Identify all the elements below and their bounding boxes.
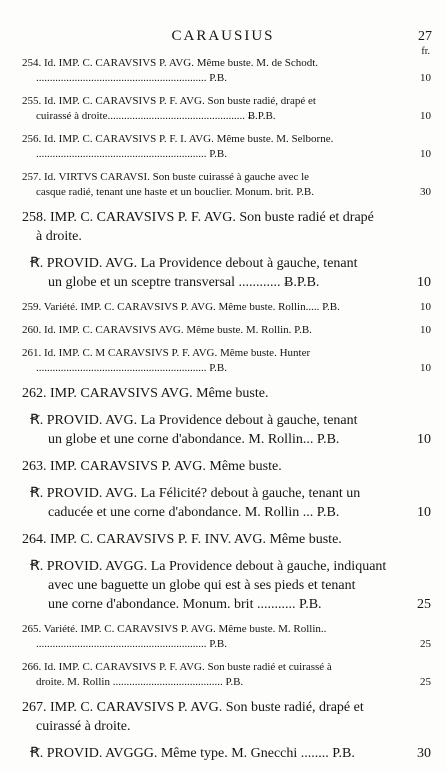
entry-text: Ꞧ. PROVID. AVGG. La Providence debout à gauche, indiquant	[30, 559, 387, 574]
entry-price: 25	[420, 638, 431, 650]
entry-line	[0, 411, 446, 430]
entry-line	[0, 56, 446, 71]
entry-price: 10	[420, 362, 431, 374]
entry-line	[0, 254, 446, 273]
entry-price: 10	[420, 148, 431, 160]
entry-price: 10	[420, 301, 431, 313]
entry-line	[0, 484, 446, 503]
catalogue-entry-259	[0, 300, 446, 315]
entry-text: 263. IMP. CARAVSIVS P. AVG. Même buste.	[22, 459, 282, 474]
catalogue-entry-260	[0, 323, 446, 338]
entry-text: à droite.	[36, 229, 82, 244]
catalogue-entry-262	[0, 384, 446, 403]
entry-text: 254. Id. IMP. C. CARAVSIVS P. AVG. Même buste. M. de Schodt.	[22, 57, 319, 69]
entry-line	[0, 530, 446, 549]
entry-line	[0, 717, 446, 736]
entry-line	[0, 637, 446, 652]
catalogue-entry-265	[0, 622, 446, 652]
entry-text: un globe et une corne d'abondance. M. Rollin... P.B.	[48, 432, 340, 447]
entry-price: 10	[420, 72, 431, 84]
entry-text: casque radié, tenant une haste et un bouclier. Monum. brit. P.B.	[36, 186, 314, 198]
entry-price: 10	[420, 110, 431, 122]
entry-line	[0, 170, 446, 185]
entry-text: 255. Id. IMP. C. CARAVSIVS P. F. AVG. Son buste radié, drapé et	[22, 95, 316, 107]
entry-text: 267. IMP. C. CARAVSIVS P. AVG. Son buste radié, drapé et	[22, 700, 364, 715]
entry-price: 30	[420, 186, 431, 198]
entry-line	[0, 273, 446, 292]
entry-text: Ꞧ. PROVID. AVG. La Félicité? debout à gauche, tenant un	[30, 486, 361, 501]
entry-text: .............................................................. P.B.	[36, 638, 227, 650]
entry-line	[0, 300, 446, 315]
running-title: CARAUSIUS	[171, 28, 275, 44]
entry-text: 260. Id. IMP. C. CARAVSIVS AVG. Même buste. M. Rollin. P.B.	[22, 324, 312, 336]
catalogue-entry-263	[0, 457, 446, 476]
entry-price: 25	[420, 676, 431, 688]
entry-text: caducée et une corne d'abondance. M. Rollin ... P.B.	[48, 505, 340, 520]
catalogue-entry-255	[0, 94, 446, 124]
entry-line	[0, 71, 446, 86]
reverse-description-267	[0, 744, 446, 763]
price-unit-label: fr.	[421, 46, 430, 57]
entry-text: 262. IMP. CARAVSIVS AVG. Même buste.	[22, 386, 269, 401]
catalogue-entry-256	[0, 132, 446, 162]
reverse-description-264	[0, 557, 446, 614]
catalogue-entry-264	[0, 530, 446, 549]
entry-line	[0, 208, 446, 227]
entry-text: un globe et un sceptre transversal ............ Ƀ.P.B.	[48, 275, 320, 290]
entry-text: Ꞧ. PROVID. AVGGG. Même type. M. Gnecchi ........ P.B.	[30, 746, 355, 761]
entry-text: 261. Id. IMP. C. M CARAVSIVS P. F. AVG. Même buste. Hunter	[22, 347, 311, 359]
reverse-description-263	[0, 484, 446, 522]
entry-line	[0, 94, 446, 109]
entry-text: 265. Variété. IMP. C. CARAVSIVS P. AVG. Même buste. M. Rollin..	[22, 623, 327, 635]
entry-line	[0, 227, 446, 246]
entry-text: cuirassé à droite.................................................. Ƀ.P.B.	[36, 110, 276, 122]
catalogue-entry-258	[0, 208, 446, 246]
entry-price: 10	[417, 275, 431, 290]
entry-line	[0, 361, 446, 376]
catalogue-entry-254	[0, 56, 446, 86]
entry-text: .............................................................. P.B.	[36, 148, 227, 160]
entry-line	[0, 132, 446, 147]
entry-price: 30	[417, 746, 431, 761]
entry-line	[0, 744, 446, 763]
entry-text: .............................................................. P.B.	[36, 72, 227, 84]
entry-text: 256. Id. IMP. C. CARAVSIVS P. F. I. AVG. Même buste. M. Selborne.	[22, 133, 334, 145]
reverse-description-262	[0, 411, 446, 449]
entry-text: .............................................................. P.B.	[36, 362, 227, 374]
entry-line	[0, 384, 446, 403]
catalogue-entry-266	[0, 660, 446, 690]
entry-line	[0, 660, 446, 675]
entry-text: 264. IMP. C. CARAVSIVS P. F. INV. AVG. Même buste.	[22, 532, 342, 547]
entry-price: 10	[420, 324, 431, 336]
catalogue-entry-261	[0, 346, 446, 376]
entry-line	[0, 185, 446, 200]
entry-text: cuirassé à droite.	[36, 719, 131, 734]
entry-price: 10	[417, 505, 431, 520]
entry-text: une corne d'abondance. Monum. brit ........... P.B.	[48, 597, 322, 612]
entry-line	[0, 346, 446, 361]
entry-line	[0, 557, 446, 576]
entry-line	[0, 622, 446, 637]
entry-line	[0, 698, 446, 717]
entry-line	[0, 457, 446, 476]
entry-text: 259. Variété. IMP. C. CARAVSIVS P. AVG. Même buste. Rollin..... P.B.	[22, 301, 340, 313]
entry-text: 258. IMP. C. CARAVSIVS P. F. AVG. Son buste radié et drapé	[22, 210, 374, 225]
reverse-description-258	[0, 254, 446, 292]
entry-text: avec une baguette un globe qui est à ses pieds et tenant	[48, 578, 356, 593]
catalogue-entry-267	[0, 698, 446, 736]
entry-line	[0, 323, 446, 338]
entry-line	[0, 430, 446, 449]
entry-line	[0, 675, 446, 690]
entry-text: 257. Id. VIRTVS CARAVSI. Son buste cuirassé à gauche avec le	[22, 171, 310, 183]
entry-text: droite. M. Rollin ........................................ P.B.	[36, 676, 244, 688]
entry-line	[0, 595, 446, 614]
page-header	[0, 28, 446, 57]
entry-line	[0, 576, 446, 595]
entry-line	[0, 147, 446, 162]
entry-line	[0, 109, 446, 124]
entry-text: 266. Id. IMP. C. CARAVSIVS P. F. AVG. Son buste radié et cuirassé à	[22, 661, 332, 673]
entry-text: Ꞧ. PROVID. AVG. La Providence debout à gauche, tenant	[30, 256, 358, 271]
page-number: 27	[418, 29, 432, 44]
catalogue-entry-257	[0, 170, 446, 200]
entry-price: 10	[417, 432, 431, 447]
entry-text: Ꞧ. PROVID. AVG. La Providence debout à gauche, tenant	[30, 413, 358, 428]
entry-line	[0, 503, 446, 522]
entry-price: 25	[417, 597, 431, 612]
catalogue-entries	[0, 56, 446, 771]
